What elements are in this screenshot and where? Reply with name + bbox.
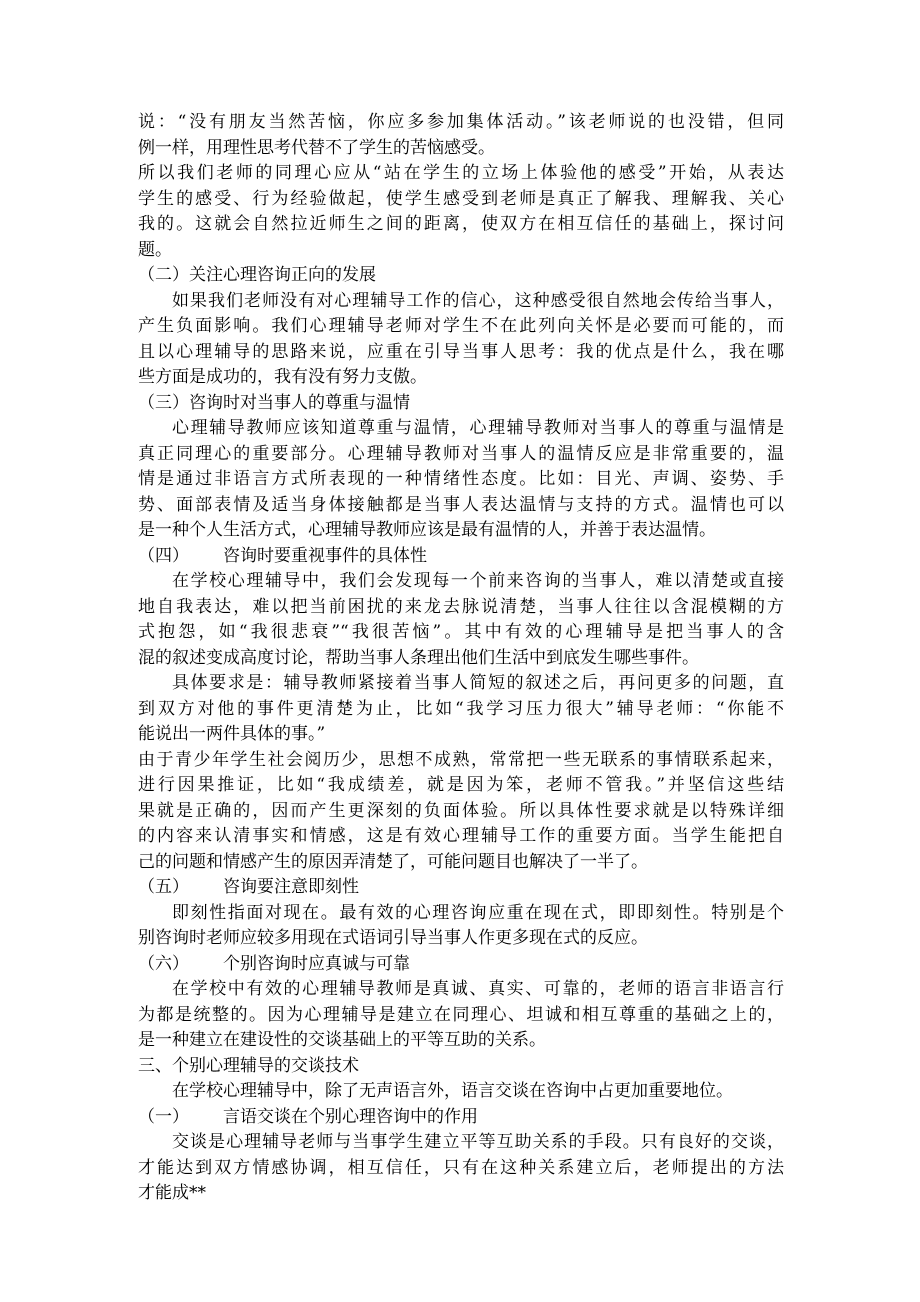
text-line: 进行因果推证，比如“我成绩差，就是因为笨，老师不管我。”并坚信这些结 [138, 775, 784, 795]
section-heading [138, 875, 784, 901]
section-title: 言语交谈在个别心理咨询中的作用 [223, 1106, 478, 1127]
section-title: （三）咨询时对当事人的尊重与温情 [138, 392, 410, 413]
paragraph [138, 569, 784, 671]
section-number: （五） [138, 877, 189, 897]
text-line: 题。 [138, 239, 172, 260]
text-line: 学生的感受、行为经验做起，使学生感受到老师是真正了解我、理解我、关心 [138, 188, 784, 209]
section-title: （二）关注心理咨询正向的发展 [138, 265, 376, 285]
text-line: 例一样，用理性思考代替不了学生的苦恼感受。 [138, 137, 495, 158]
text-line: 己的问题和情感产生的原因弄清楚了，可能问题目也解决了一半了。 [138, 851, 648, 872]
paragraph [138, 416, 784, 544]
text-line: 如果我们老师没有对心理辅导工作的信心，这种感受很自然地会传给当事人， [172, 290, 784, 311]
section-heading [138, 544, 784, 570]
text-line: 由于青少年学生社会阅历少，思想不成熟，常常把一些无联系的事情联系起来， [138, 749, 784, 770]
text-line: 才能达到双方情感协调，相互信任，只有在这种关系建立后，老师提出的方法 [138, 1157, 784, 1178]
text-line: 交谈是心理辅导老师与当事学生建立平等互助关系的手段。只有良好的交谈， [172, 1132, 784, 1152]
text-line: 心理辅导教师应该知道尊重与温情，心理辅导教师对当事人的尊重与温情是 [172, 418, 784, 438]
section-number: （六） [138, 953, 189, 974]
text-line: 在学校中有效的心理辅导教师是真诚、真实、可靠的，老师的语言非语言行 [172, 979, 784, 999]
text-line: 的内容来认清事实和情感，这是有效心理辅导工作的重要方面。当学生能把自 [138, 826, 784, 846]
text-line: 在学校心理辅导中，除了无声语言外，语言交谈在咨询中占更加重要地位。 [172, 1081, 733, 1101]
paragraph [138, 110, 784, 161]
text-line: 情是通过非语言方式所表现的一种情绪性态度。比如：目光、声调、姿势、手 [138, 469, 784, 489]
text-line: 即刻性指面对现在。最有效的心理咨询应重在现在式，即即刻性。特别是个 [172, 902, 784, 923]
paragraph [138, 748, 784, 876]
text-line: 到双方对他的事件更清楚为止，比如“我学习压力很大”辅导老师：“你能不 [138, 698, 784, 719]
text-line: 势、面部表情及适当身体接触都是当事人表达温情与支持的方式。温情也可以 [138, 494, 784, 515]
section-heading [138, 1054, 784, 1080]
text-line: 说：“没有朋友当然苦恼，你应多参加集体活动。”该老师说的也没错，但同 [138, 112, 784, 132]
paragraph [138, 1130, 784, 1207]
section-number: （一） [138, 1106, 189, 1127]
text-line: 我的。这就会自然拉近师生之间的距离，使双方在相互信任的基础上，探讨问 [138, 214, 784, 234]
text-line: 些方面是成功的，我有没有努力支傲。 [138, 367, 427, 387]
text-line: 是一种建立在建设性的交谈基础上的平等互助的关系。 [138, 1030, 546, 1050]
text-line: 为都是统整的。因为心理辅导是建立在同理心、坦诚和相互尊重的基础之上的， [138, 1004, 784, 1025]
section-heading [138, 1105, 784, 1131]
text-line: 产生负面影响。我们心理辅导老师对学生不在此列向关怀是必要而可能的，而 [138, 316, 784, 336]
section-title: 三、个别心理辅导的交谈技术 [138, 1055, 359, 1076]
text-line: 才能成** [138, 1183, 206, 1203]
text-line: 果就是正确的，因而产生更深刻的负面体验。所以具体性要求就是以特殊详细 [138, 800, 784, 821]
text-line: 所以我们老师的同理心应从“站在学生的立场上体验他的感受”开始，从表达 [138, 163, 784, 183]
paragraph [138, 289, 784, 391]
text-line: 别咨询时老师应较多用现在式语词引导当事人作更多现在式的反应。 [138, 928, 648, 948]
section-heading [138, 952, 784, 978]
section-heading [138, 263, 784, 289]
section-number: （四） [138, 545, 189, 566]
section-title: 咨询要注意即刻性 [223, 877, 359, 897]
paragraph [138, 1079, 784, 1105]
paragraph [138, 901, 784, 952]
text-line: 是一种个人生活方式，心理辅导教师应该是最有温情的人，并善于表达温情。 [138, 520, 716, 540]
text-line: 能说出一两件具体的事。” [138, 724, 326, 744]
document-page [138, 110, 784, 1207]
section-title: 咨询时要重视事件的具体性 [223, 545, 427, 566]
section-heading [138, 391, 784, 417]
text-line: 真正同理心的重要部分。心理辅导教师对当事人的温情反应是非常重要的，温 [138, 443, 784, 464]
text-line: 具体要求是：辅导教师紧接着当事人简短的叙述之后，再问更多的问题，直 [172, 673, 784, 693]
paragraph [138, 161, 784, 263]
paragraph [138, 977, 784, 1054]
section-title: 个别咨询时应真诚与可靠 [223, 953, 410, 974]
text-line: 式抱怨，如“我很悲衰”“我很苦恼”。其中有效的心理辅导是把当事人的含 [138, 622, 784, 642]
text-line: 且以心理辅导的思路来说，应重在引导当事人思考：我的优点是什么，我在哪 [138, 341, 784, 362]
text-line: 在学校心理辅导中，我们会发现每一个前来咨询的当事人，难以清楚或直接 [172, 571, 784, 591]
paragraph [138, 671, 784, 748]
text-line: 混的叙述变成高度讨论，帮助当事人条理出他们生活中到底发生哪些事件。 [138, 647, 699, 668]
text-line: 地自我表达，难以把当前困扰的来龙去脉说清楚，当事人往往以含混模糊的方 [138, 596, 784, 617]
